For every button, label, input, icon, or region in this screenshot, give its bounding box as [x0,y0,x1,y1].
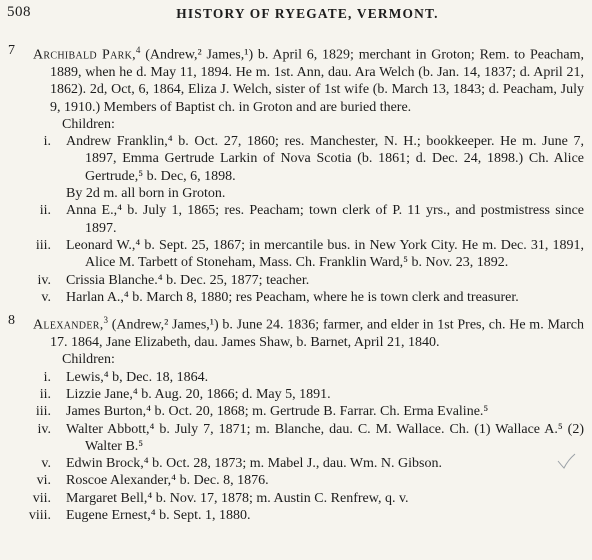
child-text: Andrew Franklin,⁴ b. Oct. 27, 1860; res. Manchester, N. H.; bookkeeper. He m. June 7, 1897, Emma Gertrude Larkin of Nova Scotia (b. 1861; d. Dec. 24, 1898.) Ch. Alice Gertrude,⁵ b. Dec, 6, 1898. [66,134,584,184]
person-name: Alexander, [33,317,104,333]
child-row [0,507,592,524]
child-roman-numeral: iv. [37,421,51,437]
children-note: By 2d m. all born in Groton. [66,186,226,202]
running-title: HISTORY OF RYEGATE, VERMONT. [176,6,439,21]
pencil-check-mark-icon [556,452,576,470]
child-row [0,237,592,272]
child-roman-numeral: v. [41,456,51,472]
child-text: Walter Abbott,⁴ b. July 7, 1871; m. Blanche, dau. C. M. Wallace. Ch. (1) Wallace A.⁵ (2) Walter B.⁵ [66,421,584,454]
child-roman-numeral: vii. [32,490,51,506]
child-row [0,272,592,289]
children-label: Children: [62,116,115,132]
page-header [7,4,584,24]
child-text: Crissia Blanche.⁴ b. Dec. 25, 1877; teacher. [66,272,310,288]
entry-text: Archibald Park,$^4$ (Andrew,² James,¹) b. April 6, 1829; merchant in Groton; Rem. to Peacham, 1889, when he d. May 11, 1894. He m. 1st. Ann, dau. Ara Welch (b. Jan. 14, 1837; d. April 21, 1862). 2d, Oct, 6, 1864, Eliza J. Welch, sister of 1st wife (b. March 13, 1843; d. Peacham, July 9, 1910.) Members of Baptist ch. in Groton and are buried there. [33,45,585,115]
page-number: 508 [7,4,31,20]
child-row [0,472,592,489]
child-text: Roscoe Alexander,⁴ b. Dec. 8, 1876. [66,473,269,489]
children-label: Children: [62,352,115,368]
genealogy-entry [0,312,592,524]
child-row [0,133,592,185]
child-row [0,490,592,507]
child-roman-numeral: v. [41,289,51,305]
child-roman-numeral: vi. [36,473,51,489]
entry-text: Alexander,$^3$ (Andrew,² James,¹) b. June 24. 1836; farmer, and elder in 1st Pres, ch. He m. March 17. 1864, Jane Elizabeth, dau. James Shaw, b. Barnet, April 21, 1840. [33,315,584,351]
child-roman-numeral: i. [43,134,51,150]
child-roman-numeral: ii. [39,386,51,402]
person-name: Archibald Park, [33,47,136,63]
child-roman-numeral: i. [43,369,51,385]
child-text: Harlan A.,⁴ b. March 8, 1880; res Peacham, where he is town clerk and treasurer. [66,289,519,305]
child-text: Edwin Brock,⁴ b. Oct. 28, 1873; m. Mabel J., dau. Wm. N. Gibson. [66,456,442,472]
entry-number: 8 [8,313,15,329]
child-row [0,289,592,306]
genealogy-entry [0,42,592,306]
child-text: Eugene Ernest,⁴ b. Sept. 1, 1880. [66,508,251,524]
child-row [0,386,592,403]
child-roman-numeral: ii. [39,203,51,219]
child-row [0,369,592,386]
child-row [0,202,592,237]
child-text: Lizzie Jane,⁴ b. Aug. 20, 1866; d. May 5, 1891. [66,386,331,402]
entry-number: 7 [8,43,15,58]
child-row [0,421,592,456]
child-text: Lewis,⁴ b, Dec. 18, 1864. [66,369,209,385]
child-roman-numeral: iv. [37,272,51,288]
child-roman-numeral: viii. [28,508,51,524]
child-row [0,455,592,472]
child-row [0,403,592,420]
generation-number: 4 [135,45,141,55]
child-text: James Burton,⁴ b. Oct. 20, 1868; m. Gertrude B. Farrar. Ch. Erma Evaline.⁵ [66,404,489,420]
generation-number: 3 [103,315,108,326]
page-body [0,42,592,524]
child-text: Leonard W.,⁴ b. Sept. 25, 1867; in mercantile bus. in New York City. He m. Dec. 31, 1891, Alice M. Tarbett of Stoneham, Mass. Ch. Franklin Ward,⁵ b. Nov. 23, 1892. [66,237,584,271]
child-roman-numeral: iii. [35,237,51,253]
child-text: Margaret Bell,⁴ b. Nov. 17, 1878; m. Austin C. Renfrew, q. v. [66,490,409,506]
child-roman-numeral: iii. [35,404,51,420]
child-text: Anna E.,⁴ b. July 1, 1865; res. Peacham; town clerk of P. 11 yrs., and postmistress since 1897. [66,203,584,236]
